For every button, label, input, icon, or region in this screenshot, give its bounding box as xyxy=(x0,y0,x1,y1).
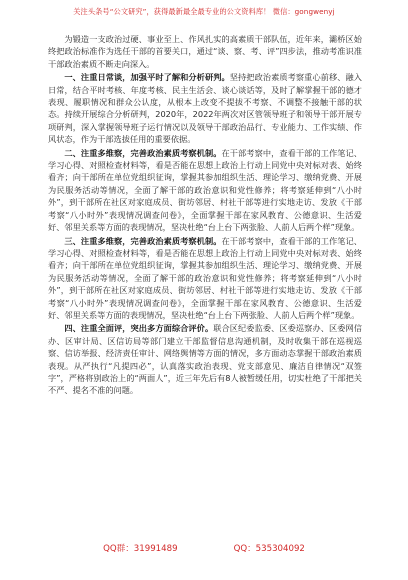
section-3-paragraph xyxy=(48,235,362,322)
intro-text: 为锻造一支政治过硬、事业至上、作风扎实的高素质干部队伍，近年来，灞桥区始终把政治标准作为选任干部的首要关口，通过“谈、察、考、评”四步法，推动考准识准干部政治素质不断走向深入。 xyxy=(48,34,362,69)
top-banner xyxy=(0,0,408,24)
section-3-heading: 三、注重多维察，完善政治素质考察机制。 xyxy=(64,235,222,246)
section-4-paragraph xyxy=(48,322,362,396)
footer-contacts xyxy=(0,542,408,554)
qq-group-text: QQ群：31991489 xyxy=(103,544,178,554)
section-2-paragraph xyxy=(48,147,362,234)
section-1-heading: 一、注重日常谈，加强平时了解和分析研判。 xyxy=(64,72,230,83)
qq-contact-text: QQ：535304092 xyxy=(233,544,305,554)
section-2-text: 在干部考察中，查看干部的工作笔记、学习心得、对照检查材料等，看是否能在思想上政治上行动上同党中央对标对表、始终看齐；向干部所在单位党组织征询，掌握其参加组织生活、理论学习、缴纳党费、开展为民服务活动等情况，全面了解干部的政治意识和党性修养；将考察延伸到“八小时外”，到干部所在社区对家庭成员、街坊邻居、村社干部等进行实地走访、发放《干部考察“八小时外”表现情况调查问卷》，全面掌握干部在家风教育、公德意识、生活爱好、邻里关系等方面的表现情况，坚决杜绝“台上台下两张脸、人前人后两个样”现象。 xyxy=(48,147,362,233)
section-2-heading: 二、注重多维察，完善政治素质考察机制。 xyxy=(64,147,222,158)
intro-paragraph xyxy=(48,33,362,70)
section-4-text: 联合区纪委监委、区委巡察办、区委网信办、区审计局、区信访局等部门建立干部监督信息沟通机制，及时收集干部在巡视巡察、信访举报、经济责任审计、网络舆情等方面的情况，多方面动态掌握干部政治素质表现。从严执行“凡提四必”，认真落实政治表现、党支部意见、廉洁自律情况“双签字”，严格将别政治上的“两面人”，近三年先后有8人被暂缓任用，切实杜绝了干部把关不严、提名不准的问题。 xyxy=(48,323,362,396)
section-1-paragraph xyxy=(48,71,362,145)
section-1-text: 坚持把政治素质考察重心前移、融入日常，结合平时考核、年度考核、民主生活会、谈心谈话等，及时了解掌握干部的德才表现、履职情况和群众公认度，从根本上改变不提拔不考察、不调整不接触干部的状态。持续开展综合分析研判，2020年，2022年两次对区管领导班子和领导干部开展专项研判，深入掌握领导班子运行情况以及领导干部政治品行、专业能力、工作实绩、作风状态，作为干部选拔任用的重要依据。 xyxy=(48,72,362,145)
section-3-text: 在干部考察中，查看干部的工作笔记、学习心得、对照检查材料等，看是否能在思想上政治上行动上同党中央对标对表、始终看齐；向干部所在单位党组织征询，掌握其参加组织生活、理论学习、缴纳党费、开展为民服务活动等情况，全面了解干部的政治意识和党性修养；将考察延伸到“八小时外”，到干部所在社区对家庭成员、街坊邻居、村社干部等进行实地走访、发放《干部考察“八小时外”表现情况调查问卷》，全面掌握干部在家风教育、公德意识、生活爱好、邻里关系等方面的表现情况，坚决杜绝“台上台下两张脸、人前人后两个样”现象。 xyxy=(48,235,362,320)
document-body xyxy=(48,33,362,397)
section-4-heading: 四、注重全面评，突出多方面综合评价。 xyxy=(64,323,214,334)
banner-text: 关注头条号“公文研究”，获得最新最全最专业的公文资料库！ 微信：gongwenyj xyxy=(73,7,335,16)
